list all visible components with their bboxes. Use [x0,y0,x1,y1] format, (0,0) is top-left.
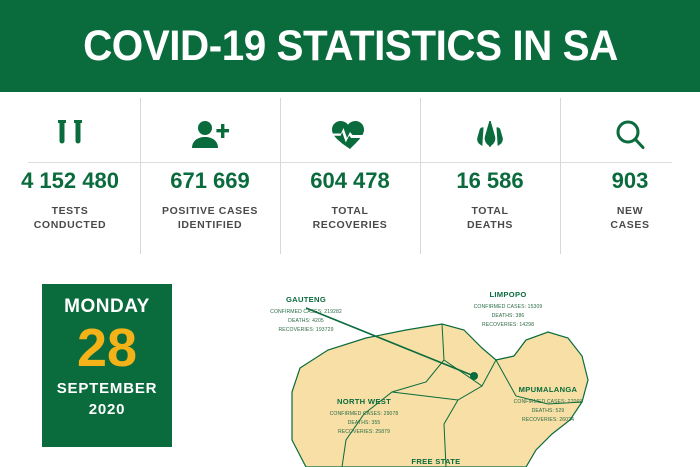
stat-total-recoveries [280,92,420,264]
stat-label [610,204,649,232]
stat-label-line1: NEW [616,205,644,217]
praying-hands-icon [470,112,510,158]
stat-label-line1: POSITIVE CASES [162,205,258,217]
province-confirmed: CONFIRMED CASES: 219282 [270,309,342,315]
date-year: 2020 [88,401,126,418]
province-deaths: DEATHS: 355 [347,420,381,426]
stat-label-line1: TOTAL [331,205,369,217]
test-tubes-icon [50,112,90,158]
south-africa-map [196,264,700,467]
stat-tests-conducted [0,92,140,264]
gauteng-marker [470,372,478,380]
province-name: GAUTENG [285,295,327,304]
statistics-strip [0,92,700,264]
province-label-mpumalanga [514,385,583,423]
magnifier-icon [612,112,648,158]
province-deaths: DEATHS: 4205 [288,318,324,324]
province-recoveries: RECOVERIES: 193729 [278,327,334,333]
map-landmass [292,324,588,467]
lower-section [0,264,700,467]
province-confirmed: CONFIRMED CASES: 27069 [513,399,583,405]
person-plus-icon [188,112,232,158]
page-header [0,0,700,92]
stat-label [34,204,106,232]
stat-new-cases [560,92,700,264]
stat-label-line1: TOTAL [471,205,509,217]
stat-label-line2: IDENTIFIED [177,219,243,231]
stat-label [162,204,258,232]
province-label-free-state [411,457,460,466]
stat-total-deaths [420,92,560,264]
stat-value: 671 669 [170,168,250,193]
province-deaths: DEATHS: 386 [491,313,525,319]
page-title: COVID-19 STATISTICS IN SA [82,21,618,70]
province-deaths: DEATHS: 529 [531,408,565,414]
heart-pulse-icon [329,112,371,158]
stat-label-line1: TESTS [51,205,89,217]
stat-positive-cases [140,92,280,264]
stat-label-line2: CASES [610,219,650,231]
date-day-of-week: MONDAY [64,296,150,317]
province-recoveries: RECOVERIES: 26024 [521,417,575,423]
province-label-gauteng [270,295,342,333]
province-name: NORTH WEST [336,397,392,406]
stat-value: 16 586 [456,168,524,193]
stat-label-line2: DEATHS [467,219,513,231]
province-name: FREE STATE [411,457,461,466]
province-name: MPUMALANGA [518,385,578,394]
province-label-north-west [330,397,399,435]
province-label-limpopo [474,290,543,328]
stat-label-line2: RECOVERIES [312,219,388,231]
stat-label [467,204,513,232]
province-recoveries: RECOVERIES: 25879 [337,429,391,435]
stat-value: 604 478 [310,168,390,193]
date-month: SEPTEMBER [56,380,158,397]
province-recoveries: RECOVERIES: 14298 [481,322,535,328]
stat-value: 4 152 480 [21,168,119,193]
province-confirmed: CONFIRMED CASES: 15309 [473,304,543,310]
province-name: LIMPOPO [489,290,527,299]
date-card [42,284,172,447]
stat-label [313,204,388,232]
stat-value: 903 [611,168,649,193]
date-day-number: 28 [76,318,138,378]
province-confirmed: CONFIRMED CASES: 29078 [329,411,399,417]
stat-label-line2: CONDUCTED [33,219,107,231]
